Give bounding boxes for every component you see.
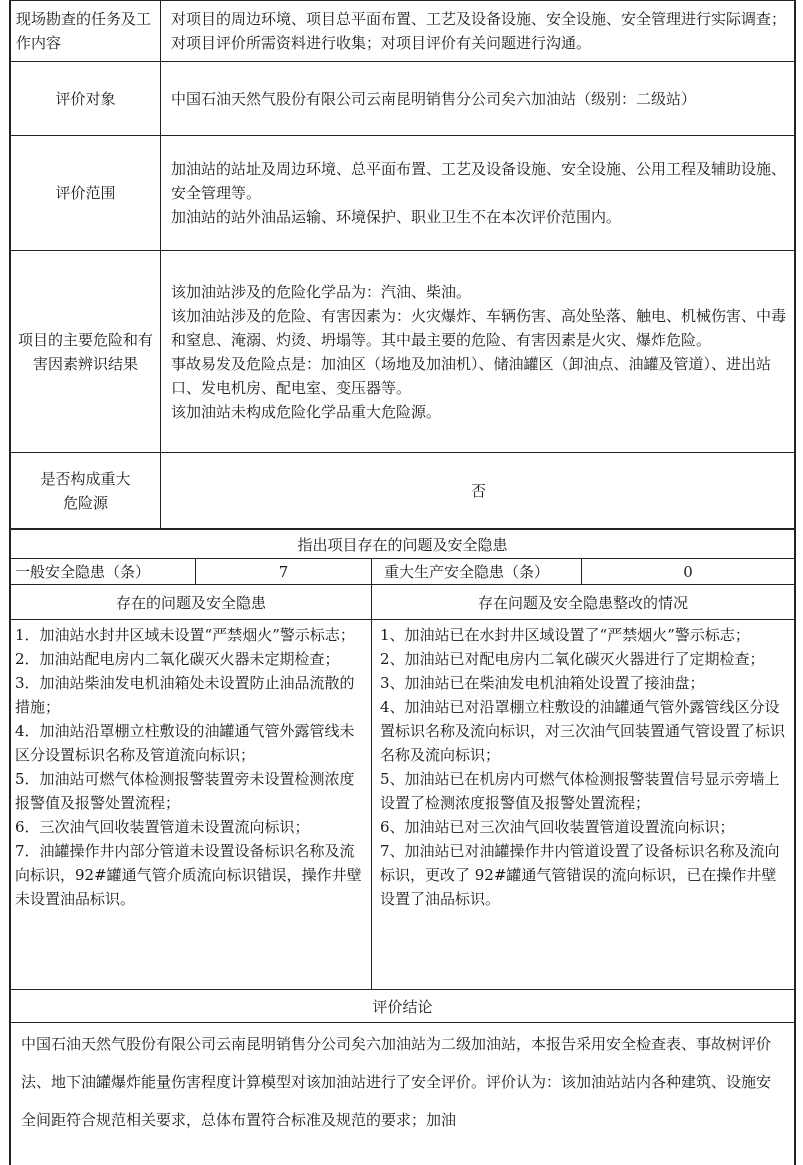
issues-column-header-row: [11, 585, 795, 620]
issues-table: [10, 529, 795, 1165]
row-object: [11, 62, 795, 136]
label-hazards: 项目的主要危险和有害因素辨识结果: [11, 251, 161, 453]
conclusion-title: 评价结论: [11, 990, 795, 1023]
issues-list-row: [11, 620, 795, 990]
major-hazard-count: 0: [582, 559, 795, 585]
label-major-hazard: 是否构成重大危险源: [11, 453, 161, 529]
label-object: 评价对象: [11, 62, 161, 136]
hazards-line-2: 该加油站涉及的危险、有害因素为：火灾爆炸、车辆伤害、高处坠落、触电、机械伤害、中毒和窒息、淹溺、灼烫、坍塌等。其中最主要的危险、有害因素是火灾、爆炸危险。: [171, 304, 786, 352]
hazards-line-3: 事故易发及危险点是：加油区（场地及加油机）、储油罐区（卸油点、油罐及管道）、进出站口、发电机房、配电室、变压器等。: [171, 352, 786, 400]
problem-item: 3．加油站柴油发电机油箱处未设置防止油品流散的措施；: [15, 671, 365, 719]
conclusion-text: [11, 1023, 795, 1165]
fix-item: 6、加油站已对三次油气回收装置管道设置流向标识；: [380, 815, 788, 839]
row-scope: [11, 136, 795, 251]
conclusion-title-row: [11, 990, 795, 1023]
fixes-column-header: 存在问题及安全隐患整改的情况: [372, 585, 795, 620]
scope-line-2: 加油站的站外油品运输、环境保护、职业卫生不在本次评价范围内。: [171, 205, 786, 229]
major-hazard-label: 重大生产安全隐患（条）: [372, 559, 582, 585]
value-object: [161, 62, 795, 136]
problem-item: 6．三次油气回收装置管道未设置流向标识；: [15, 815, 365, 839]
conclusion-paragraph: 中国石油天然气股份有限公司云南昆明销售分公司矣六加油站为二级加油站，本报告采用安全检查表、事故树评价法、地下油罐爆炸能量伤害程度计算模型对该加油站进行了安全评价。评价认为：该加油站站内各种建筑、设施安全间距符合规范相关要求，总体布置符合标准及规范的要求；加油: [21, 1025, 784, 1139]
label-task: 现场勘查的任务及工作内容: [11, 1, 161, 62]
value-hazards: [161, 251, 795, 453]
problems-list: [11, 620, 372, 990]
fix-item: 7、加油站已对油罐操作井内管道设置了设备标识名称及流向标识，更改了 92#罐通气管错误的流向标识，已在操作井壁设置了油品标识。: [380, 839, 788, 911]
evaluation-report-table: [9, 0, 796, 1165]
conclusion-row: [11, 1023, 795, 1165]
fixes-list: [372, 620, 795, 990]
problem-item: 7．油罐操作井内部分管道未设置设备标识名称及流向标识，92#罐通气管介质流向标识错误，操作井壁未设置油品标识。: [15, 839, 365, 911]
value-scope: [161, 136, 795, 251]
general-hazard-count: 7: [196, 559, 372, 585]
row-hazards: [11, 251, 795, 453]
hazards-line-1: 该加油站涉及的危险化学品为：汽油、柴油。: [171, 280, 786, 304]
problem-item: 4．加油站沿罩棚立柱敷设的油罐通气管外露管线未区分设置标识名称及管道流向标识；: [15, 719, 365, 767]
fix-item: 3、加油站已在柴油发电机油箱处设置了接油盘；: [380, 671, 788, 695]
fix-item: 1、加油站已在水封井区域设置了“严禁烟火”警示标志；: [380, 623, 788, 647]
value-major-hazard: 否: [161, 453, 795, 529]
problem-item: 1．加油站水封井区域未设置“严禁烟火”警示标志；: [15, 623, 365, 647]
fix-item: 4、加油站已对沿罩棚立柱敷设的油罐通气管外露管线区分设置标识名称及流向标识，对三次油气回装置通气管设置了标识名称及流向标识；: [380, 695, 788, 767]
value-task: [161, 1, 795, 62]
summary-table: [10, 0, 795, 529]
issues-count-row: [11, 559, 795, 585]
label-scope: 评价范围: [11, 136, 161, 251]
object-text: 中国石油天然气股份有限公司云南昆明销售分公司矣六加油站（级别：二级站）: [171, 87, 786, 111]
fix-item: 5、加油站已在机房内可燃气体检测报警装置信号显示旁墙上设置了检测浓度报警值及报警处置流程；: [380, 767, 788, 815]
general-hazard-label: 一般安全隐患（条）: [11, 559, 196, 585]
task-text: 对项目的周边环境、项目总平面布置、工艺及设备设施、安全设施、安全管理进行实际调查；对项目评价所需资料进行收集；对项目评价有关问题进行沟通。: [171, 7, 786, 55]
scope-line-1: 加油站的站址及周边环境、总平面布置、工艺及设备设施、安全设施、公用工程及辅助设施、安全管理等。: [171, 157, 786, 205]
problems-column-header: 存在的问题及安全隐患: [11, 585, 372, 620]
row-task: [11, 1, 795, 62]
hazards-line-4: 该加油站未构成危险化学品重大危险源。: [171, 400, 786, 424]
issues-title-row: [11, 530, 795, 559]
problem-item: 2．加油站配电房内二氧化碳灭火器未定期检查；: [15, 647, 365, 671]
fix-item: 2、加油站已对配电房内二氧化碳灭火器进行了定期检查；: [380, 647, 788, 671]
problem-item: 5．加油站可燃气体检测报警装置旁未设置检测浓度报警值及报警处置流程；: [15, 767, 365, 815]
issues-title: 指出项目存在的问题及安全隐患: [11, 530, 795, 559]
row-major-hazard: [11, 453, 795, 529]
